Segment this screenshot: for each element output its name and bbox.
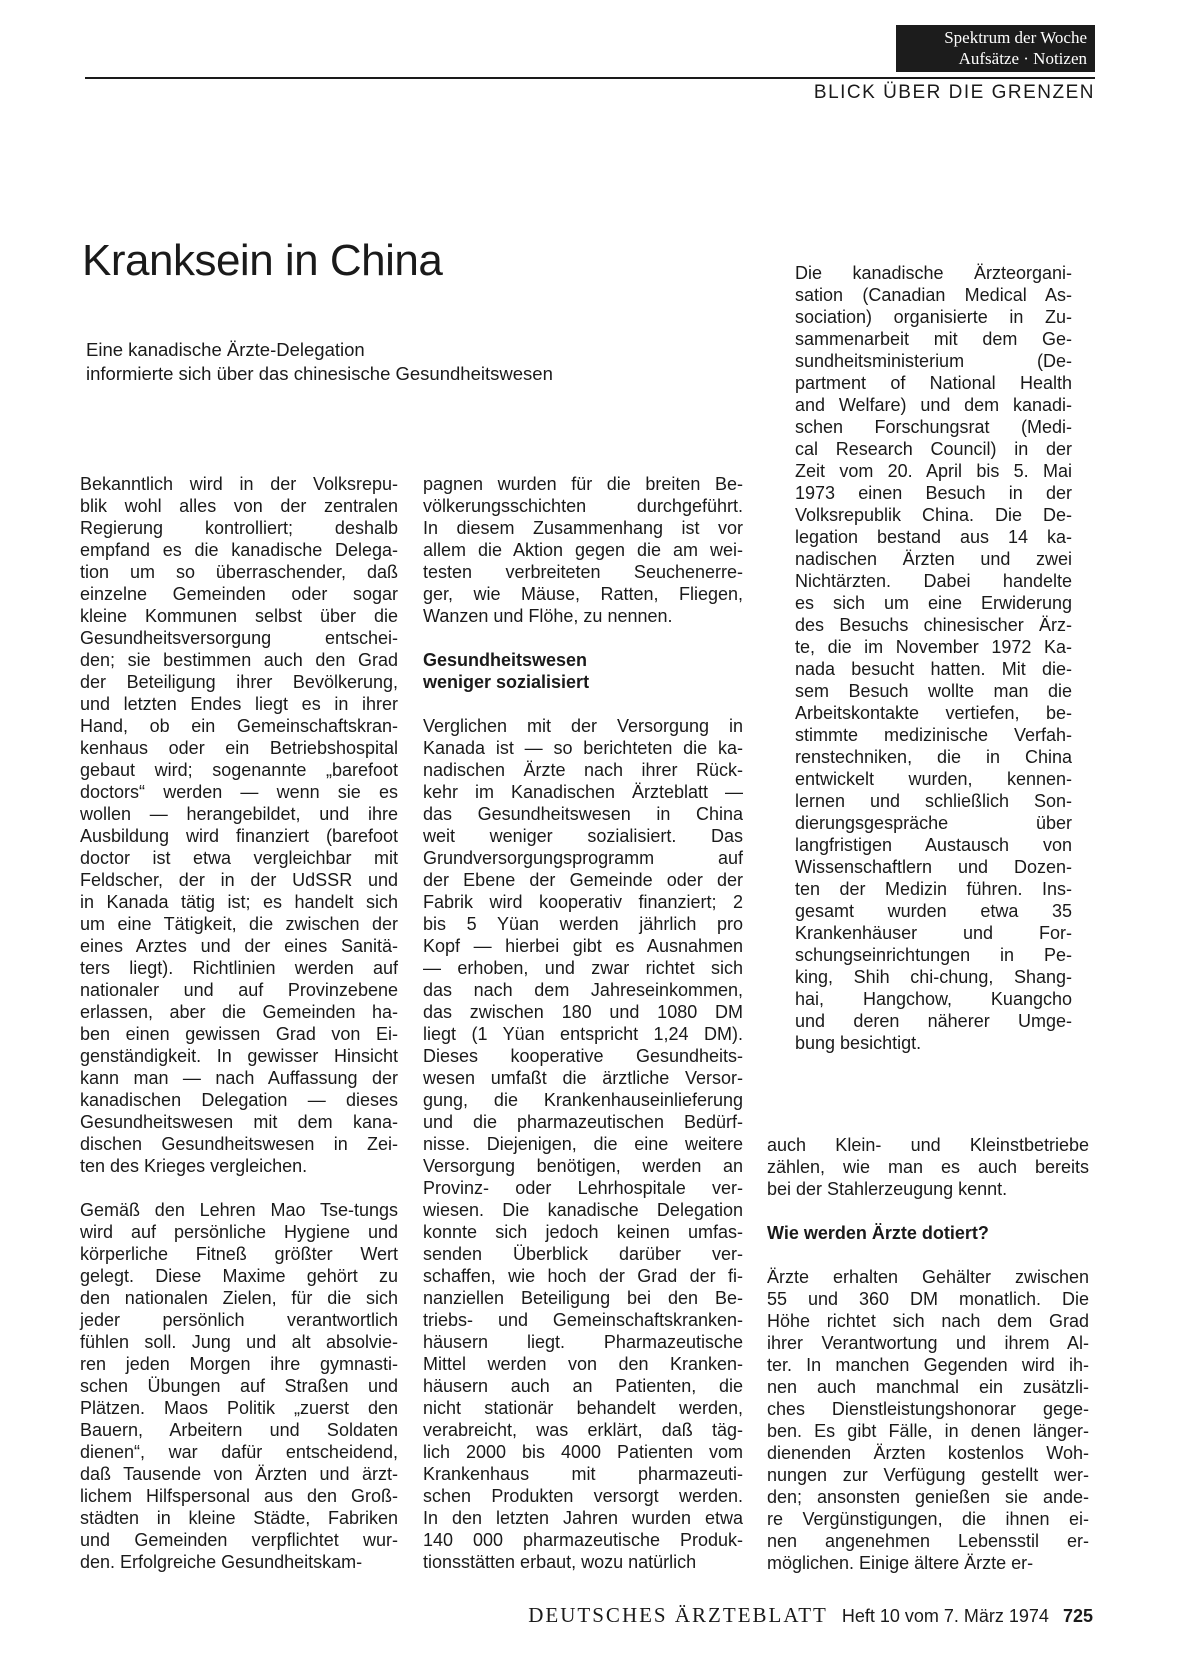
- text-line: liegt (1 Yüan entspricht 1,24 DM).: [423, 1024, 743, 1044]
- text-line: ren jeden Morgen ihre gymnasti-: [80, 1354, 398, 1374]
- text-line: schen Forschungsrat (Medi-: [795, 417, 1072, 437]
- text-line: völkerungsschichten durchgeführt.: [423, 496, 743, 516]
- text-line: Krankenhäuser und For-: [795, 923, 1072, 943]
- text-line: Fabrik wird kooperativ finanziert; 2: [423, 892, 743, 912]
- text-line: nicht stationär behandelt werden,: [423, 1398, 743, 1418]
- text-line: schungseinrichtungen in Pe-: [795, 945, 1072, 965]
- text-line: tion um so überraschender, daß: [80, 562, 398, 582]
- text-line: lernen und schließlich Son-: [795, 791, 1072, 811]
- text-line: den nationalen Zielen, für die sich: [80, 1288, 398, 1308]
- subtitle-line-2: informierte sich über das chinesische Gesundheitswesen: [86, 363, 553, 384]
- text-line: gesamt wurden etwa 35: [795, 901, 1072, 921]
- text-line: Arbeitskontakte vertiefen, be-: [795, 703, 1072, 723]
- text-line: auch Klein- und Kleinstbetriebe: [767, 1135, 1089, 1155]
- text-line: Krankenhaus mit pharmazeuti-: [423, 1464, 743, 1484]
- text-line: ches Dienstleistungshonorar gege-: [767, 1399, 1089, 1419]
- text-line: sammenarbeit mit dem Ge-: [795, 329, 1072, 349]
- text-line: In den letzten Jahren wurden etwa: [423, 1508, 743, 1528]
- text-line: 55 und 360 DM monatlich. Die: [767, 1289, 1089, 1309]
- subheading-line: weniger sozialisiert: [423, 672, 590, 692]
- text-line: einzelne Gemeinden oder sogar: [80, 584, 398, 604]
- text-line: körperliche Fitneß größter Wert: [80, 1244, 398, 1264]
- text-line: hai, Hangchow, Kuangcho: [795, 989, 1072, 1009]
- paragraph-gap: [423, 627, 743, 649]
- text-line: wiesen. Die kanadische Delegation: [423, 1200, 743, 1220]
- subheading-line: Gesundheitswesen: [423, 650, 588, 670]
- text-line: Gesundheitswesen mit dem kana-: [80, 1112, 398, 1132]
- text-line: jeder persönlich verantwortlich: [80, 1310, 398, 1330]
- text-line: blik wohl alles von der zentralen: [80, 496, 398, 516]
- text-line: bis 5 Yüan werden jährlich pro: [423, 914, 743, 934]
- text-line: dienenden Ärzten kostenlos Woh-: [767, 1443, 1089, 1463]
- text-line: häusern auch an Patienten, die: [423, 1376, 743, 1396]
- rubric-line-1: Spektrum der Woche: [944, 28, 1087, 47]
- text-line: partment of National Health: [795, 373, 1072, 393]
- text-line: Mittel werden von den Kranken-: [423, 1354, 743, 1374]
- text-line: das Gesundheitswesen in China: [423, 804, 743, 824]
- text-line: Plätzen. Maos Politik „zuerst den: [80, 1398, 398, 1418]
- text-line: doctors“ werden — wenn sie es: [80, 782, 398, 802]
- text-column-3: [795, 262, 1072, 1054]
- text-line: renstechniken, die in China: [795, 747, 1072, 767]
- text-line: re Vergünstigungen, die ihnen ei-: [767, 1509, 1089, 1529]
- text-line: daß Tausende von Ärzten und ärzt-: [80, 1464, 398, 1484]
- text-line: eines Arztes und der eines Sanitä-: [80, 936, 398, 956]
- text-line: nanziellen Beteiligung bei den Be-: [423, 1288, 743, 1308]
- text-line: nungen zur Verfügung gestellt wer-: [767, 1465, 1089, 1485]
- text-line: Verglichen mit der Versorgung in: [423, 716, 743, 736]
- page-number: 725: [1062, 1606, 1093, 1626]
- text-line: es sich um eine Erwiderung: [795, 593, 1072, 613]
- text-line: Gesundheitsversorgung entschei-: [80, 628, 398, 648]
- text-line: verabreicht, was erklärt, daß täg-: [423, 1420, 743, 1440]
- text-line: 140 000 pharmazeutische Produk-: [423, 1530, 743, 1550]
- text-line: schen Übungen auf Straßen und: [80, 1376, 398, 1396]
- subheading-line: Wie werden Ärzte dotiert?: [767, 1223, 989, 1243]
- text-line: städten in kleine Städte, Fabriken: [80, 1508, 398, 1528]
- text-line: um eine Tätigkeit, die zwischen der: [80, 914, 398, 934]
- text-line: kleine Kommunen selbst über die: [80, 606, 398, 626]
- text-line: Provinz- oder Lehrhospitale ver-: [423, 1178, 743, 1198]
- text-line: der Beteiligung ihrer Bevölkerung,: [80, 672, 398, 692]
- text-line: Ausbildung wird finanziert (barefoot: [80, 826, 398, 846]
- text-line: te, die im November 1972 Ka-: [795, 637, 1072, 657]
- text-line: triebs- und Gemeinschaftskranken-: [423, 1310, 743, 1330]
- text-column-4: [767, 1134, 1089, 1574]
- journal-name: DEUTSCHES ÄRZTEBLATT: [528, 1603, 828, 1627]
- text-line: kanadischen Delegation — dieses: [80, 1090, 398, 1110]
- text-line: ten des Krieges vergleichen.: [80, 1156, 308, 1176]
- text-line: king, Shih chi-chung, Shang-: [795, 967, 1072, 987]
- text-line: nadischen Ärzte nach ihrer Rück-: [423, 760, 743, 780]
- text-line: Höhe richtet sich nach dem Grad: [767, 1311, 1089, 1331]
- text-line: Volksrepublik China. Die De-: [795, 505, 1072, 525]
- text-line: langfristigen Austausch von: [795, 835, 1072, 855]
- text-line: und Gemeinden verpflichtet wur-: [80, 1530, 398, 1550]
- text-line: das nach dem Jahreseinkommen,: [423, 980, 743, 1000]
- text-line: Hand, ob ein Gemeinschaftskran-: [80, 716, 398, 736]
- text-line: Dieses kooperative Gesundheits-: [423, 1046, 743, 1066]
- text-line: Wanzen und Flöhe, zu nennen.: [423, 606, 673, 626]
- text-line: ben. Es gibt Fälle, in denen länger-: [767, 1421, 1089, 1441]
- text-line: dischen Gesundheitswesen in Zei-: [80, 1134, 398, 1154]
- text-line: pagnen wurden für die breiten Be-: [423, 474, 743, 494]
- article-subtitle: [86, 338, 553, 386]
- text-line: und letzten Endes liegt es in ihrer: [80, 694, 398, 714]
- text-line: Feldscher, der in der UdSSR und: [80, 870, 398, 890]
- text-line: wesen umfaßt die ärztliche Versor-: [423, 1068, 743, 1088]
- text-line: fühlen soll. Jung und alt absolvie-: [80, 1332, 398, 1352]
- paragraph-gap: [767, 1200, 1089, 1222]
- text-line: entwickelt wurden, kennen-: [795, 769, 1072, 789]
- text-line: sation (Canadian Medical As-: [795, 285, 1072, 305]
- text-line: schen Produkten versorgt werden.: [423, 1486, 743, 1506]
- text-line: allem die Aktion gegen die am wei-: [423, 540, 743, 560]
- text-line: kehr im Kanadischen Ärzteblatt —: [423, 782, 743, 802]
- text-line: nen angenehmen Lebensstil er-: [767, 1531, 1089, 1551]
- text-line: — erhoben, und zwar richtet sich: [423, 958, 743, 978]
- text-line: Kanada ist — so berichteten die ka-: [423, 738, 743, 758]
- text-line: häusern liegt. Pharmazeutische: [423, 1332, 743, 1352]
- subtitle-line-1: Eine kanadische Ärzte-Delegation: [86, 339, 365, 360]
- text-line: sundheitsministerium (De-: [795, 351, 1072, 371]
- text-line: empfand es die kanadische Delega-: [80, 540, 398, 560]
- text-line: doctor ist etwa vergleichbar mit: [80, 848, 398, 868]
- text-line: weit weniger sozialisiert. Das: [423, 826, 743, 846]
- paragraph-gap: [423, 693, 743, 715]
- text-line: kann man — nach Auffassung der: [80, 1068, 398, 1088]
- text-line: den; sie bestimmen auch den Grad: [80, 650, 398, 670]
- rubric-badge: [896, 25, 1095, 72]
- text-line: gelegt. Diese Maxime gehört zu: [80, 1266, 398, 1286]
- text-line: gebaut wird; sogenannte „barefoot: [80, 760, 398, 780]
- text-line: Die kanadische Ärzteorgani-: [795, 263, 1072, 283]
- text-line: genständigkeit. In gewisser Hinsicht: [80, 1046, 398, 1066]
- text-column-1: [80, 473, 398, 1573]
- text-line: in Kanada tätig ist; es handelt sich: [80, 892, 398, 912]
- text-line: legation bestand aus 14 ka-: [795, 527, 1072, 547]
- text-line: sem Besuch wollte man die: [795, 681, 1072, 701]
- text-line: Versorgung benötigen, werden an: [423, 1156, 743, 1176]
- text-line: Ärzte erhalten Gehälter zwischen: [767, 1267, 1089, 1287]
- text-line: bei der Stahlerzeugung kennt.: [767, 1179, 1008, 1199]
- text-line: kenhaus oder ein Betriebshospital: [80, 738, 398, 758]
- text-line: 1973 einen Besuch in der: [795, 483, 1072, 503]
- text-line: ger, wie Mäuse, Ratten, Fliegen,: [423, 584, 743, 604]
- header-rule: [85, 77, 1095, 79]
- text-line: Regierung kontrolliert; deshalb: [80, 518, 398, 538]
- text-line: ters liegt). Richtlinien werden auf: [80, 958, 398, 978]
- text-line: und deren näherer Umge-: [795, 1011, 1072, 1031]
- text-line: nisse. Diejenigen, die eine weitere: [423, 1134, 743, 1154]
- text-line: senden Überblick darüber ver-: [423, 1244, 743, 1264]
- text-column-2: [423, 473, 743, 1573]
- text-line: dienen“, war dafür entscheidend,: [80, 1442, 398, 1462]
- text-line: Bekanntlich wird in der Volksrepu-: [80, 474, 398, 494]
- text-line: möglichen. Einige ältere Ärzte er-: [767, 1553, 1034, 1573]
- text-line: sociation) organisierte in Zu-: [795, 307, 1072, 327]
- text-line: wird auf persönliche Hygiene und: [80, 1222, 398, 1242]
- text-line: des Besuchs chinesischer Ärz-: [795, 615, 1072, 635]
- section-label: BLICK ÜBER DIE GRENZEN: [813, 82, 1095, 103]
- text-line: Bauern, Arbeitern und Soldaten: [80, 1420, 398, 1440]
- text-line: nadischen Ärzten und zwei: [795, 549, 1072, 569]
- text-line: testen verbreiteten Seuchenerre-: [423, 562, 743, 582]
- rubric-line-2: Aufsätze · Notizen: [958, 49, 1087, 68]
- text-line: ten der Medizin führen. Ins-: [795, 879, 1072, 899]
- text-line: ihrer Verantwortung und ihrem Al-: [767, 1333, 1089, 1353]
- text-line: das zwischen 180 und 1080 DM: [423, 1002, 743, 1022]
- text-line: Zeit vom 20. April bis 5. Mai: [795, 461, 1072, 481]
- text-line: gung, die Krankenhauseinlieferung: [423, 1090, 743, 1110]
- text-line: cal Research Council) in der: [795, 439, 1072, 459]
- article-title: Kranksein in China: [82, 236, 443, 285]
- text-line: Nichtärzten. Dabei handelte: [795, 571, 1072, 591]
- issue-info: Heft 10 vom 7. März 1974: [841, 1606, 1049, 1626]
- text-line: und die pharmazeutischen Bedürf-: [423, 1112, 743, 1132]
- text-line: ter. In manchen Gegenden wird ih-: [767, 1355, 1089, 1375]
- text-line: ben einen gewissen Grad von Ei-: [80, 1024, 398, 1044]
- text-line: and Welfare) und dem kanadi-: [795, 395, 1072, 415]
- text-line: Wissenschaftlern und Dozen-: [795, 857, 1072, 877]
- text-line: stimmte medizinische Verfah-: [795, 725, 1072, 745]
- text-line: tionsstätten erbaut, wozu natürlich: [423, 1552, 697, 1572]
- text-line: nationaler und auf Provinzebene: [80, 980, 398, 1000]
- text-line: den. Erfolgreiche Gesundheitskam-: [80, 1552, 363, 1572]
- text-line: lich 2000 bis 4000 Patienten vom: [423, 1442, 743, 1462]
- text-line: der Ebene der Gemeinde oder der: [423, 870, 743, 890]
- text-line: nada besucht hatten. Mit die-: [795, 659, 1072, 679]
- paragraph-gap: [767, 1244, 1089, 1266]
- paragraph-gap: [80, 1177, 398, 1199]
- text-line: Grundversorgungsprogramm auf: [423, 848, 743, 868]
- page-footer: [528, 1603, 1093, 1628]
- text-line: den; ansonsten genießen sie ande-: [767, 1487, 1089, 1507]
- text-line: Gemäß den Lehren Mao Tse-tungs: [80, 1200, 398, 1220]
- text-line: konnte sich jedoch keinen umfas-: [423, 1222, 743, 1242]
- text-line: lichem Hilfspersonal aus den Groß-: [80, 1486, 398, 1506]
- text-line: zählen, wie man es auch bereits: [767, 1157, 1089, 1177]
- text-line: nen auch manchmal ein zusätzli-: [767, 1377, 1089, 1397]
- text-line: In diesem Zusammenhang ist vor: [423, 518, 743, 538]
- text-line: dierungsgespräche über: [795, 813, 1072, 833]
- text-line: Kopf — hierbei gibt es Ausnahmen: [423, 936, 743, 956]
- text-line: wollen — herangebildet, und ihre: [80, 804, 398, 824]
- text-line: erlassen, aber die Gemeinden ha-: [80, 1002, 398, 1022]
- text-line: bung besichtigt.: [795, 1033, 922, 1053]
- text-line: schaffen, wie hoch der Grad der fi-: [423, 1266, 743, 1286]
